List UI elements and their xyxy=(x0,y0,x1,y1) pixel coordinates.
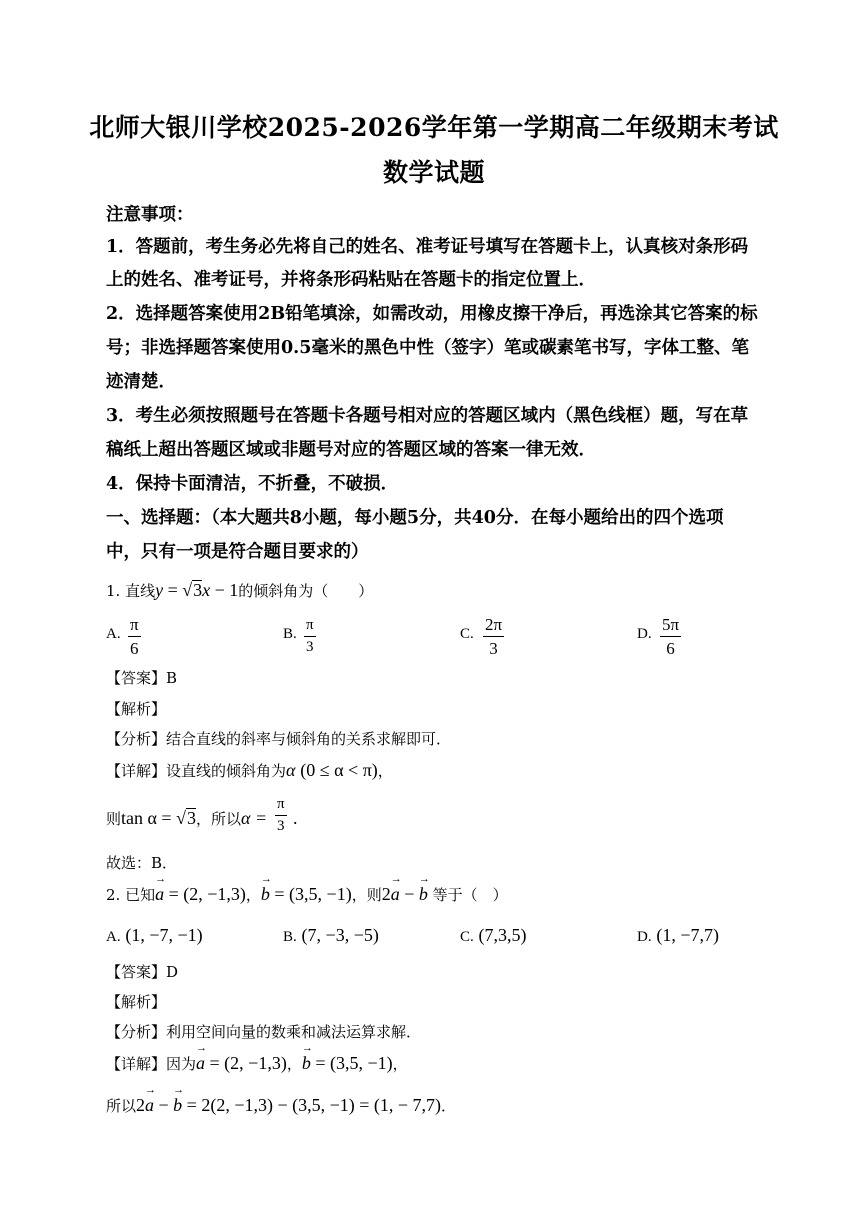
q1-conclusion: 故选：B． xyxy=(106,854,178,872)
q1-eq-sqrt: 3 xyxy=(193,580,203,600)
q2-calc-vec-b: → b xyxy=(173,1095,182,1116)
section-1-line-1: 一、选择题：（本大题共8小题，每小题5分，共40分．在每小题给出的四个选项 xyxy=(106,508,724,528)
q2-calc-tail: = 2(2, −1,3) − (3,5, −1) = (1, − 7,7) xyxy=(182,1095,442,1115)
q1-option-d-num: 5π xyxy=(660,616,681,637)
notice-item-3-line-1: 3．考生必须按照题号在答题卡各题号相对应的答题区域内（黑色线框）题，写在草 xyxy=(106,406,749,426)
q1-option-a-fraction xyxy=(128,616,141,657)
q1-then-end: . xyxy=(293,808,298,828)
q2-option-c-value: (7,3,5) xyxy=(478,925,527,945)
q2-stem xyxy=(106,884,508,905)
q2-option-d-value: (1, −7,7) xyxy=(656,925,720,945)
q1-option-c-label: C. xyxy=(460,626,474,642)
notice-heading: 注意事项： xyxy=(106,205,194,225)
q2-analysis-tag: 【解析】 xyxy=(106,993,167,1011)
q2-prefix: 2. 已知 xyxy=(106,886,156,904)
notice-item-4: 4．保持卡面清洁，不折叠，不破损． xyxy=(106,474,399,494)
q2-calc-minus: − xyxy=(154,1095,174,1115)
exam-title: 北师大银川学校2025-2026学年第一学期高二年级期末考试 xyxy=(89,113,779,142)
q2-option-b-value: (7, −3, −5) xyxy=(301,925,379,945)
q2-detail-prefix: 【详解】因为 xyxy=(106,1055,197,1073)
q1-eq-y: y xyxy=(155,580,164,600)
q1-then-num: π xyxy=(275,797,287,816)
q2-option-b xyxy=(283,925,379,946)
q1-detail xyxy=(106,760,393,781)
q1-then: 则tan α = √3，所以α = xyxy=(106,808,268,828)
q1-equation: y = √3x − 1 xyxy=(155,580,239,600)
q2-detail xyxy=(106,1053,408,1074)
q2-vec-a: → a xyxy=(155,884,164,905)
q1-option-a-den: 6 xyxy=(130,639,139,658)
notice-item-3-line-2: 稿纸上超出答题区域或非题号对应的答题区域的答案一律无效． xyxy=(106,440,596,460)
q1-then-prefix: 则 xyxy=(106,810,122,828)
q1-option-c-den: 3 xyxy=(489,639,498,658)
section-1-line-2: 中，只有一项是符合题目要求的） xyxy=(106,542,369,562)
q2-option-a-label: A. xyxy=(106,929,121,945)
q2-detail-sep: ， xyxy=(286,1055,302,1073)
q1-then-mid: ，所以 xyxy=(195,810,241,828)
q2-option-b-label: B. xyxy=(283,929,297,945)
q1-option-b-label: B. xyxy=(283,626,297,642)
q1-then-tan: tan α = xyxy=(121,808,177,828)
q2-expr-b: → b xyxy=(419,884,428,905)
exam-subtitle: 数学试题 xyxy=(382,158,485,187)
q1-suffix: 的倾斜角为（ ） xyxy=(238,582,374,600)
q1-then-fraction xyxy=(275,797,287,834)
q2-sep: ， xyxy=(245,886,261,904)
q1-eq-tail: − 1 xyxy=(210,580,239,600)
q2-vec-b-value: = (3,5, −1) xyxy=(269,884,352,904)
q1-fenxi: 【分析】结合直线的斜率与倾斜角的关系求解即可． xyxy=(106,730,452,748)
q1-then-den: 3 xyxy=(277,818,285,834)
q2-calc-coef: 2 xyxy=(136,1095,146,1115)
q1-eq-equals: = xyxy=(163,580,183,600)
q2-option-d-label: D. xyxy=(637,929,652,945)
q1-option-c-fraction xyxy=(483,616,504,657)
q1-option-c-num: 2π xyxy=(483,616,504,637)
q2-calc-prefix: 所以 xyxy=(106,1097,137,1115)
notice-item-2-line-1: 2．选择题答案使用2B铅笔填涂，如需改动，用橡皮擦干净后，再选涂其它答案的标 xyxy=(106,304,758,324)
q1-option-b-fraction xyxy=(304,618,316,655)
q1-then-sqrt: 3 xyxy=(186,808,196,828)
q1-option-d-den: 6 xyxy=(666,639,675,658)
notice-item-1-line-1: 1．答题前，考生务必先将自己的姓名、准考证号填写在答题卡上，认真核对条形码 xyxy=(106,237,749,257)
q1-detail-comma: ， xyxy=(377,762,393,780)
q1-eq-x: x xyxy=(202,580,211,600)
q2-calc-end: ． xyxy=(441,1097,457,1115)
q2-option-c-label: C. xyxy=(460,929,474,945)
q1-option-a-num: π xyxy=(128,616,141,637)
q1-option-b-den: 3 xyxy=(306,639,314,655)
q2-detail-vec-b: → b xyxy=(302,1053,311,1074)
q1-option-d-fraction xyxy=(660,616,681,657)
notice-item-1-line-2: 上的姓名、准考证号，并将条形码粘贴在答题卡的指定位置上． xyxy=(106,270,596,290)
q2-answer: 【答案】D xyxy=(106,963,179,981)
q1-answer: 【答案】B xyxy=(106,669,178,687)
q1-detail-alpha: α xyxy=(286,760,296,780)
q2-vec-b: → b xyxy=(261,884,270,905)
q2-option-a xyxy=(106,925,203,946)
q2-expr-coef: 2 xyxy=(381,884,391,904)
q2-calc xyxy=(106,1095,456,1116)
q2-option-c xyxy=(460,925,527,946)
q1-option-b-num: π xyxy=(304,618,316,637)
q2-detail-a-value: = (2, −1,3) xyxy=(205,1053,287,1073)
notice-item-2-line-3: 迹清楚． xyxy=(106,372,176,392)
q2-option-d xyxy=(637,925,719,946)
q2-detail-b-value: = (3,5, −1) xyxy=(310,1053,393,1073)
q1-detail-prefix: 【详解】设直线的倾斜角为 xyxy=(106,762,287,780)
q1-analysis-tag: 【解析】 xyxy=(106,700,167,718)
q2-expr-a: → a xyxy=(391,884,400,905)
q1-option-d-label: D. xyxy=(637,626,652,642)
q2-fenxi: 【分析】利用空间向量的数乘和减法运算求解． xyxy=(106,1023,422,1041)
q2-detail-end: ， xyxy=(392,1055,408,1073)
q2-vec-a-value: = (2, −1,3) xyxy=(164,884,246,904)
q1-option-a-label: A. xyxy=(106,626,121,642)
q2-calc-vec-a: → a xyxy=(145,1095,154,1116)
notice-item-2-line-2: 号；非选择题答案使用0.5毫米的黑色中性（签字）笔或碳素笔书写，字体工整、笔 xyxy=(106,338,749,358)
q1-then-alpha: α = xyxy=(241,808,268,828)
q1-stem xyxy=(106,580,373,601)
q2-then: ，则 xyxy=(351,886,382,904)
q2-detail-vec-a: → a xyxy=(196,1053,205,1074)
q2-suffix: 等于（ ） xyxy=(432,886,508,904)
q2-option-a-value: (1, −7, −1) xyxy=(125,925,203,945)
q2-expr-minus: − xyxy=(399,884,419,904)
q1-prefix: 1. 直线 xyxy=(106,582,156,600)
q1-detail-range: (0 ≤ α < π) xyxy=(300,760,378,780)
